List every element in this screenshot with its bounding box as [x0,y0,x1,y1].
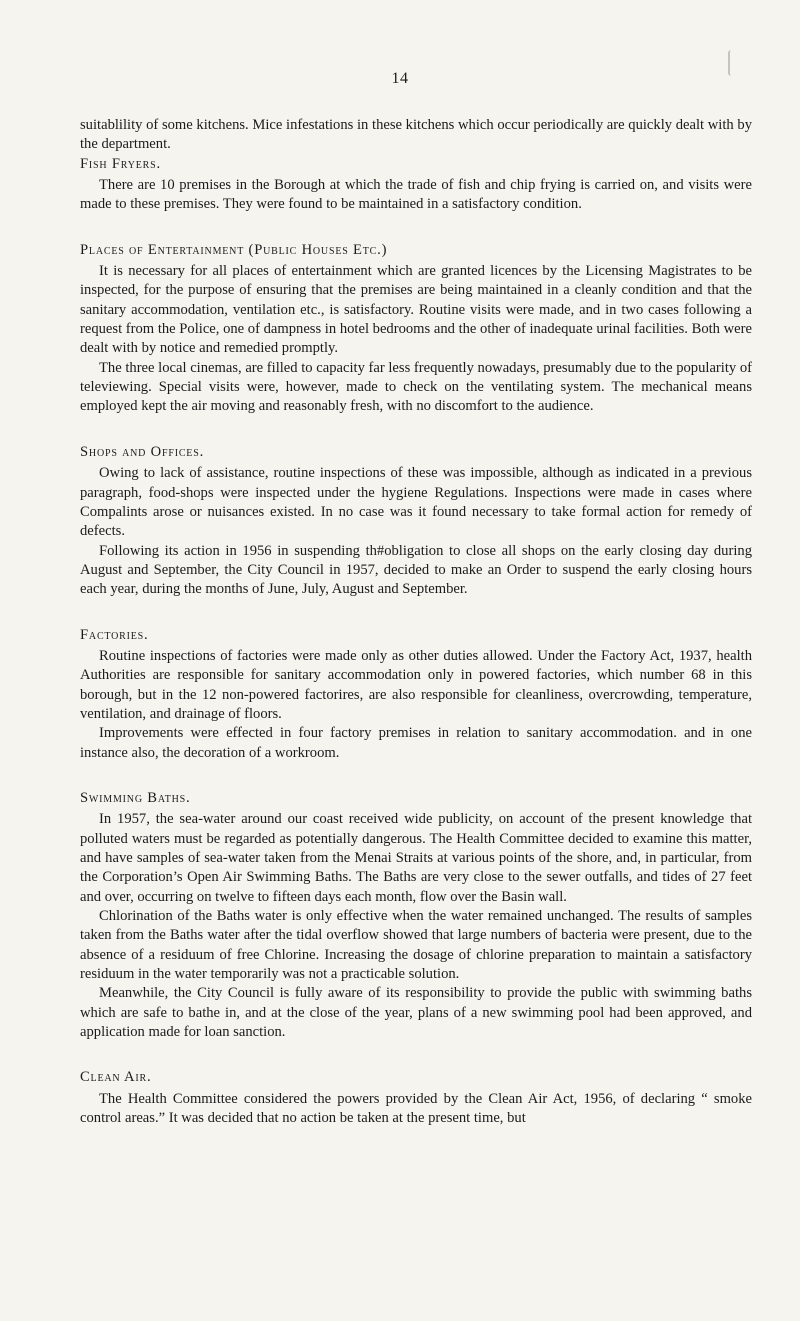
section-heading: Shops and Offices. [80,443,205,460]
section-heading: Factories. [80,626,149,643]
section-heading: Swimming Baths. [80,789,191,806]
section-fish-fryers [80,155,752,215]
paragraph: In 1957, the sea-water around our coast received wide publicity, on account of the present knowledge that polluted waters must be regarded as potentially dangerous. The Health Committee decided to examine this matter, and have samples of sea-water taken from the Menai Straits at various points of the shore, and, in particular, from the Corporation’s Open Air Swimming Baths. The Baths are very close to the sewer outfalls, and tides of 27 feet and over, occurring on twelve to fifteen days each month, flow over the Basin wall. [80,811,752,905]
paragraph: The Health Committee considered the powers provided by the Clean Air Act, 1956, of declaring “ smoke control areas.” It was decided that no action be taken at the present time, but [80,1090,752,1127]
section-shops-and-offices [80,443,752,600]
paragraph: Meanwhile, the City Council is fully aware of its responsibility to provide the public with swimming baths which are safe to bathe in, and at the close of the year, plans of a new swimming pool had been approved, and application made for loan sanction. [80,985,752,1041]
intro-paragraph: suitablility of some kitchens. Mice infestations in these kitchens which occur periodically are quickly dealt with by the department. [80,117,752,153]
paragraph: There are 10 premises in the Borough at which the trade of fish and chip frying is carried on, and visits were made to these premises. They were found to be maintained in a satisfactory condition. [80,177,752,213]
section-heading: Fish Fryers. [80,155,161,172]
section-heading: Places of Entertainment (Public Houses Etc.) [80,241,388,258]
paragraph: Improvements were effected in four factory premises in relation to sanitary accommodation. and in one instance also, the decoration of a workroom. [80,725,752,761]
paragraph: Following its action in 1956 in suspending th#obligation to close all shops on the early closing day during August and September, the City Council in 1957, decided to make an Order to suspend the early closing hours each year, during the months of June, July, August and September. [80,542,752,598]
section-factories [80,626,752,763]
page-number: 14 [391,70,409,87]
section-clean-air [80,1068,752,1128]
section-heading: Clean Air. [80,1069,152,1086]
paragraph: Chlorination of the Baths water is only effective when the water remained unchanged. The results of samples taken from the Baths water after the tidal overflow showed that large numbers of bacteria were present, due to the absence of a residuum of free Chlorine. Increasing the dosage of chlorine preparation to maintain a satisfactory residuum in the water temporarily was not a practicable solution. [80,908,752,983]
paragraph: Owing to lack of assistance, routine inspections of these was impossible, although as indicated in a previous paragraph, food-shops were inspected under the hygiene Regulations. Inspections were made in cases where Compalints arose or nuisances existed. In no case was it found necessary to take formal action for remedy of defects. [80,465,752,540]
section-places-of-entertainment [80,241,752,417]
paragraph: Routine inspections of factories were made only as other duties allowed. Under the Factory Act, 1937, health Authorities are responsible for sanitary accommodation only in powered factories, which number 68 in this borough, but in the 12 non-powered factorires, are also responsible for cleanliness, overcrowding, temperature, ventilation, and drainage of floors. [80,647,752,722]
paragraph: It is necessary for all places of entertainment which are granted licences by the Licensing Magistrates to be inspected, for the purpose of ensuring that the premises are being maintained in a cleanly condition and that the sanitary accommodation, ventilation etc., is satisfactory. Routine visits were made, and in two cases following a request from the Police, one of dampness in hotel bedrooms and the other of inadequate urinal facilities. Both were dealt with by notice and remedied promptly. [80,263,752,357]
paragraph: The three local cinemas, are filled to capacity far less frequently nowadays, presumably due to the popularity of televiewing. Special visits were, however, made to check on the ventilating system. The mechanical means employed kept the air moving and reasonably fresh, with no discomfort to the audience. [80,359,752,415]
page-body [80,116,752,1128]
section-swimming-baths [80,789,752,1042]
